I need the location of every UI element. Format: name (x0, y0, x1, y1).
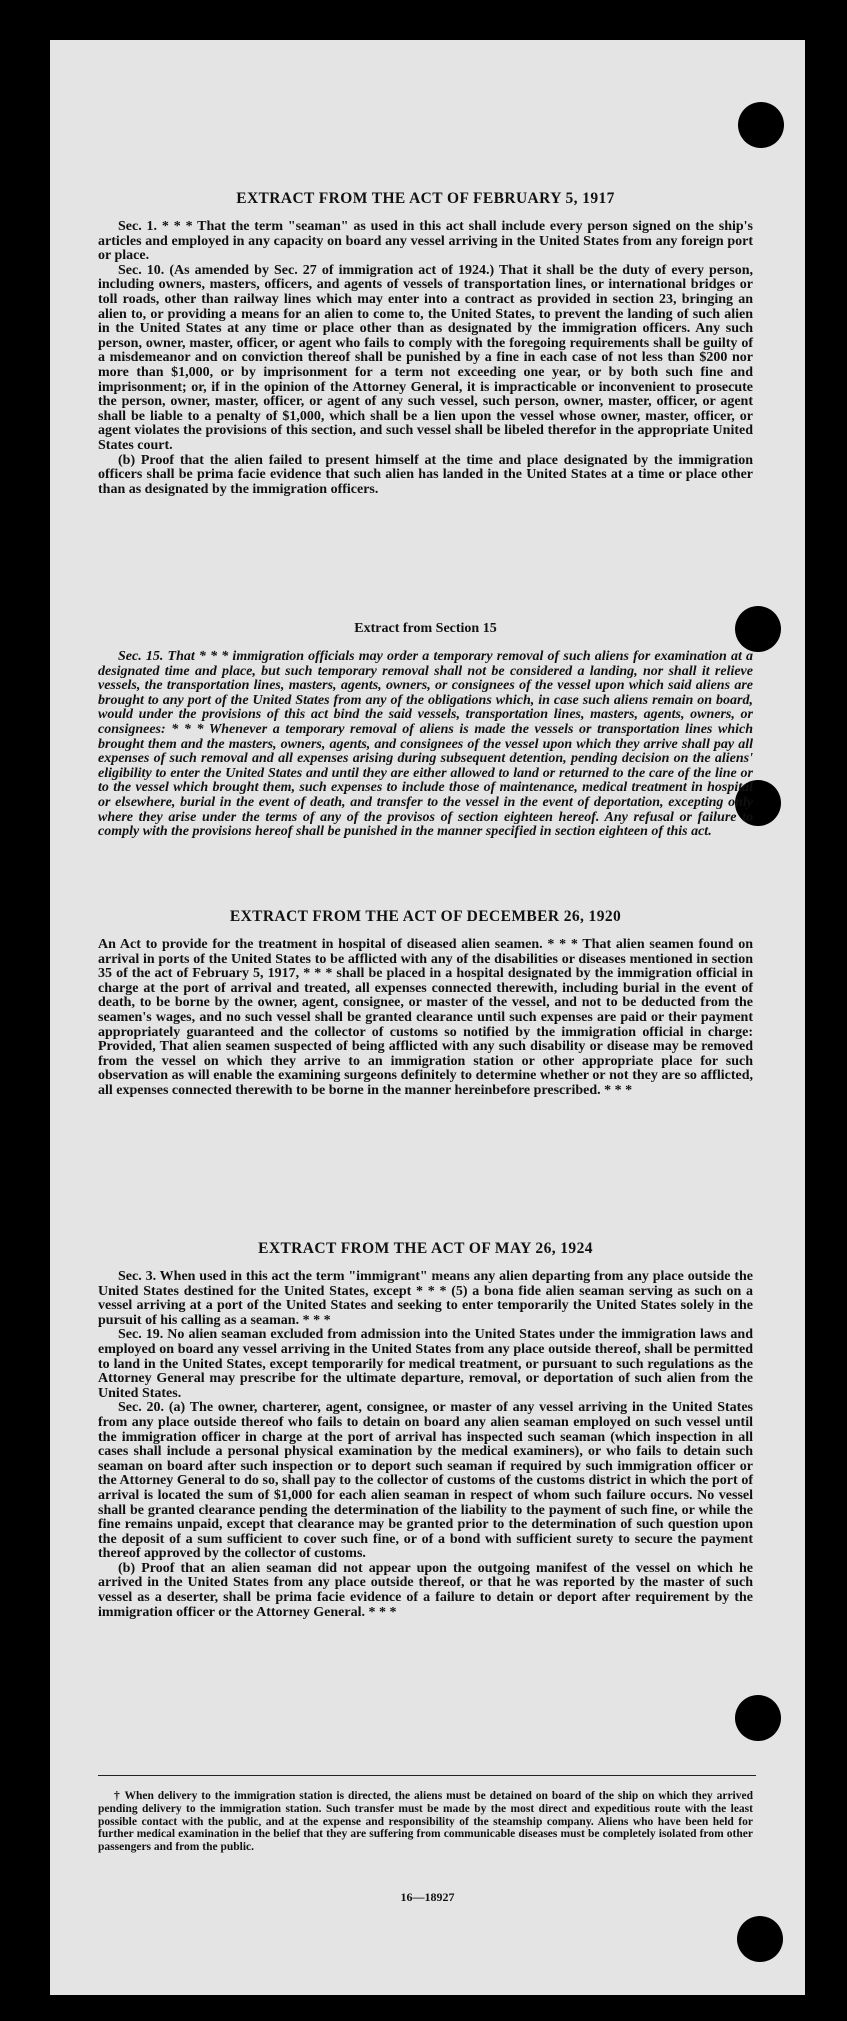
para-sec10: Sec. 10. (As amended by Sec. 27 of immigration act of 1924.) That it shall be the duty of every person, including owners, masters, officers, and agents of vessels of transportation lines, or international bridges or toll roads, other than railway lines which may enter into a contract as provided in section 23, bringing an alien to, or providing a means for an alien to come to, the United States, to prevent the landing of such alien in the United States at any time or place other than as designated by the immigration officers. Any such person, owner, master, officer, or agent who fails to comply with the foregoing requirements shall be guilty of a misdemeanor and on conviction thereof shall be punished by a fine in each case of not less than $200 nor more than $1,000, or by imprisonment for a term not exceeding one year, or by both such fine and imprisonment; or, if in the opinion of the Attorney General, it is impracticable or inconvenient to prosecute the person, owner, master, officer, or agent of any such vessel, such person, owner, master, officer, or agent shall be liable to a penalty of $1,000, which shall be a lien upon the vessel whose owner, master, officer, or agent violates the provisions of this section, and such vessel shall be libeled therefor in the appropriate United States court. (98, 262, 753, 453)
heading-1920: EXTRACT FROM THE ACT OF DECEMBER 26, 1920 (229, 908, 622, 925)
para-sec15: Sec. 15. That * * * immigration officials may order a temporary removal of such aliens for examination at a designated time and place, but such temporary removal shall not be considered a landing, nor shall it relieve vessels, the transportation lines, masters, agents, owners, or consignees of the vessel upon which said aliens are brought to any port of the United States from any of the obligations which, in case such aliens remain on board, would under the provisions of this act bind the said vessels, transportation lines, masters, agents, owners, or consignees: * * * Whenever a temporary removal of aliens is made the vessels or transportation lines which brought them and the masters, owners, agents, and consignees of the vessel upon which they arrive shall pay all expenses of such removal and all expenses arising during subsequent detention, pending decision on the aliens' eligibility to enter the United States and until they are either allowed to land or returned to the care of the line or to the vessel which brought them, such expenses to include those of maintenance, medical treatment in hospital or elsewhere, burial in the event of death, and transfer to the vessel in the event of deportation, excepting only where they arise under the terms of any of the provisos of section eighteen hereof. Any refusal or failure to comply with the provisions hereof shall be punished in the manner specified in section eighteen of this act. (98, 649, 753, 840)
section-1920 (98, 908, 753, 1099)
section-15 (98, 620, 753, 840)
para-sec19: Sec. 19. No alien seaman excluded from admission into the United States under the immigration laws and employed on board any vessel arriving in the United States from any place outside thereof, shall be permitted to land in the United States, except temporarily for medical treatment, or pursuant to such regulations as the Attorney General may prescribe for the ultimate departure, removal, or deportation of such alien from the United States. (98, 1327, 753, 1401)
document-page (50, 40, 805, 1995)
para-1920: An Act to provide for the treatment in hospital of diseased alien seamen. * * * That alien seamen found on arrival in ports of the United States to be afflicted with any of the disabilities or diseases mentioned in section 35 of the act of February 5, 1917, * * * shall be placed in a hospital designated by the immigration official in charge at the port of arrival and treated, all expenses connected therewith, including burial in the event of death, to be borne by the owner, agent, consignee, or master of the vessel, and not to be deducted from the seamen's wages, and no such vessel shall be granted clearance until such expenses are paid or their payment appropriately guaranteed and the collector of customs so notified by the immigration official in charge: Provided, That alien seamen suspected of being afflicted with any such disability or disease may be removed from the vessel on which they arrive to an immigration station or other appropriate place for such observation as will enable the examining surgeons definitely to determine whether or not they are so afflicted, all expenses connected therewith to be borne in the manner hereinbefore prescribed. * * * (98, 937, 753, 1098)
para-sec20b: (b) Proof that an alien seaman did not appear upon the outgoing manifest of the vessel on which he arrived in the United States from any place outside thereof, or that he was reported by the master of such vessel as a deserter, shall be prima facie evidence of a failure to detain or deport after requirement by the immigration officer or the Attorney General. * * * (98, 1560, 753, 1620)
section-1917 (98, 190, 753, 497)
footnote-block (98, 1790, 753, 1854)
punch-hole (738, 102, 784, 148)
heading-1917: EXTRACT FROM THE ACT OF FEBRUARY 5, 1917 (236, 190, 615, 207)
para-sec10b: (b) Proof that the alien failed to present himself at the time and place designated by the immigration officers shall be prima facie evidence that such alien has landed in the United States at a time or place other than as designated by the immigration officers. (98, 452, 753, 497)
punch-hole (737, 1916, 783, 1962)
heading-1924: EXTRACT FROM THE ACT OF MAY 26, 1924 (258, 1240, 593, 1257)
para-sec3: Sec. 3. When used in this act the term "immigrant" means any alien departing from any place outside the United States destined for the United States, except * * * (5) a bona fide alien seaman serving as such on a vessel arriving at a port of the United States and seeking to enter temporarily the United States solely in the pursuit of his calling as a seaman. * * * (98, 1269, 753, 1328)
para-sec1: Sec. 1. * * * That the term "seaman" as used in this act shall include every person signed on the ship's articles and employed in any capacity on board any vessel arriving in the United States from any foreign port or place. (98, 219, 753, 264)
heading-section-15: Extract from Section 15 (354, 621, 497, 636)
form-number: 16—18927 (400, 1890, 455, 1904)
footnote-divider (98, 1775, 756, 1776)
section-1924 (98, 1240, 753, 1620)
punch-hole (735, 1695, 781, 1741)
footnote-text: † When delivery to the immigration station is directed, the aliens must be detained on board of the ship on which they arrived pending delivery to the immigration station. Such transfer must be made by the most direct and expeditious route with the least possible contact with the public, and at the expense and responsibility of the steamship company. Aliens who have been held for further medical examination in the belief that they are suffering from communicable diseases must be completely isolated from other passengers and from the public. (98, 1790, 753, 1854)
para-sec20a: Sec. 20. (a) The owner, charterer, agent, consignee, or master of any vessel arriving in the United States from any place outside thereof who fails to detain on board any alien seaman employed on such vessel until the immigration officer in charge at the port of arrival has inspected such seaman (which inspection in all cases shall include a personal physical examination by the medical examiners), or who fails to detain such seaman on board after such inspection or to deport such seaman if required by such immigration officer or the Attorney General to do so, shall pay to the collector of customs of the customs district in which the port of arrival is located the sum of $1,000 for each alien seaman in respect of whom such failure occurs. No vessel shall be granted clearance pending the determination of the liability to the payment of such fine, or while the fine remains unpaid, except that clearance may be granted prior to the determination of such question upon the deposit of a sum sufficient to cover such fine, or of a bond with sufficient surety to secure the payment thereof approved by the collector of customs. (98, 1400, 753, 1562)
